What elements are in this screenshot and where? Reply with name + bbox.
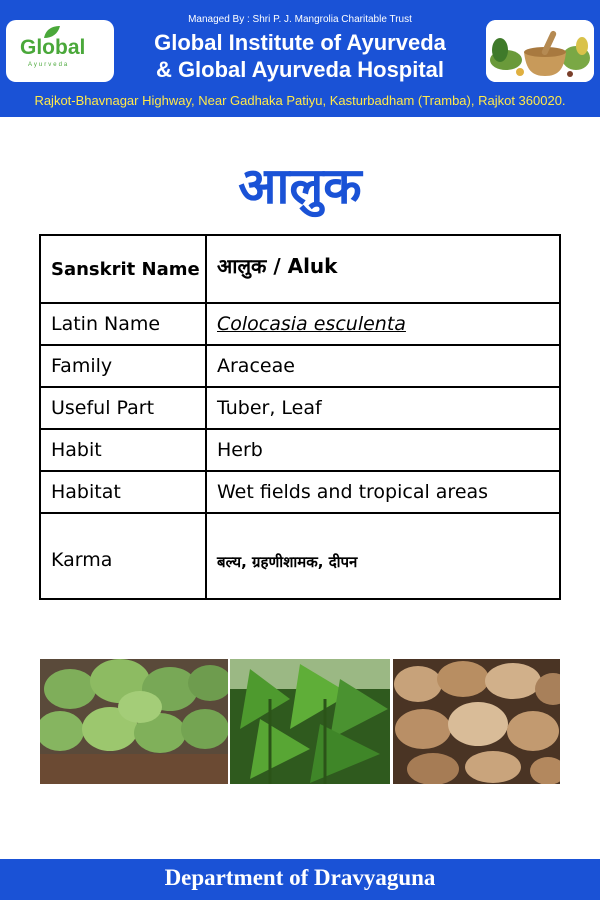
taro-tubers-photo (393, 659, 560, 784)
footer-banner (0, 859, 600, 900)
logo-subtitle: Ayurveda (28, 62, 70, 68)
institute-name: Global Institute of Ayurveda (154, 30, 446, 55)
useful-part-value: Tuber, Leaf (206, 387, 560, 429)
table-row (40, 513, 560, 599)
latin-name-label: Latin Name (40, 303, 206, 345)
logo-wordmark: Global (20, 36, 86, 59)
latin-name-value: Colocasia esculenta (217, 313, 406, 335)
habitat-value: Wet fields and tropical areas (206, 471, 560, 513)
family-value: Araceae (206, 345, 560, 387)
managed-by-text: Managed By : Shri P. J. Mangrolia Charitable Trust (188, 14, 412, 25)
herb-info-table (39, 234, 561, 600)
table-row (40, 429, 560, 471)
page-title: आलुक (238, 157, 362, 215)
family-label: Family (40, 345, 206, 387)
sanskrit-name-value: आलुक / Aluk (206, 235, 560, 303)
sanskrit-name-label: Sanskrit Name (40, 235, 206, 303)
herbs-mortar-image (486, 20, 594, 82)
elephant-ear-leaves-photo (230, 659, 390, 784)
habitat-label: Habitat (40, 471, 206, 513)
department-name: Department of Dravyaguna (164, 865, 436, 890)
habit-label: Habit (40, 429, 206, 471)
table-row (40, 471, 560, 513)
karma-value: बल्य, ग्रहणीशामक, दीपन (206, 513, 560, 599)
table-row (40, 303, 560, 345)
useful-part-label: Useful Part (40, 387, 206, 429)
hospital-name: & Global Ayurveda Hospital (155, 57, 445, 82)
taro-plants-photo (40, 659, 228, 784)
table-row (40, 235, 560, 303)
table-row (40, 345, 560, 387)
habit-value: Herb (206, 429, 560, 471)
header-banner (0, 0, 600, 117)
table-row (40, 387, 560, 429)
karma-label: Karma (40, 513, 206, 599)
address-line: Rajkot-Bhavnagar Highway, Near Gadhaka Patiyu, Kasturbadham (Tramba), Rajkot 360020. (34, 93, 566, 108)
